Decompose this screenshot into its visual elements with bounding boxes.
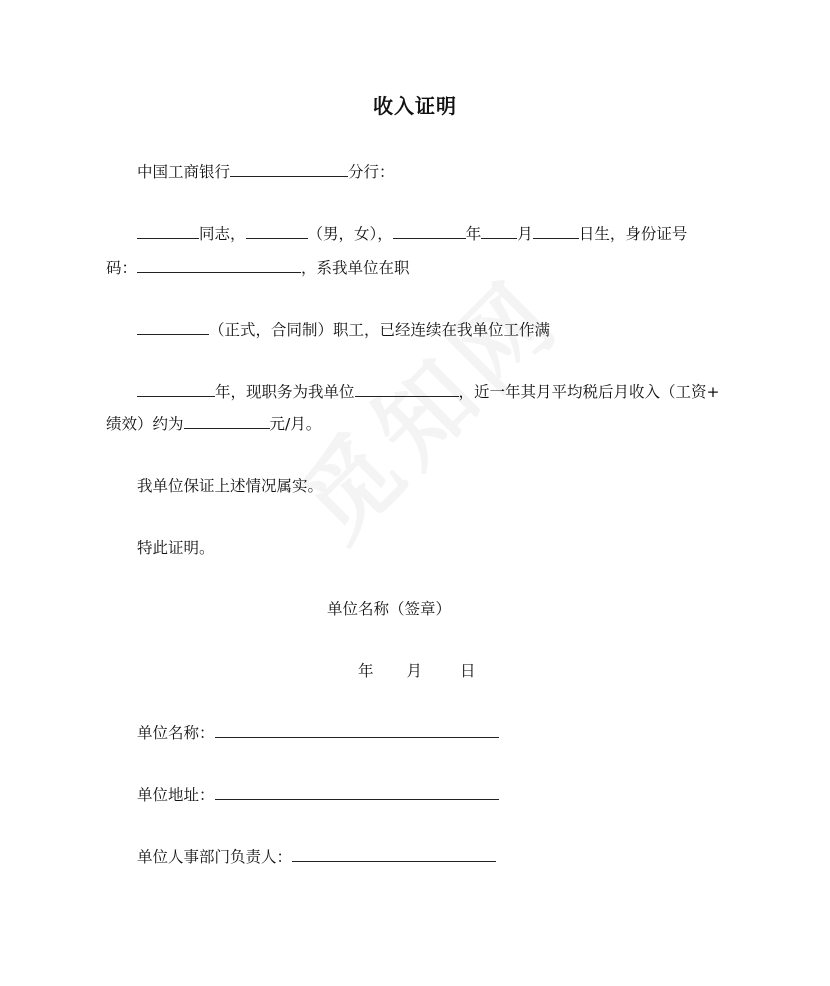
birth-year-blank [393, 224, 466, 239]
unit-name-blank [215, 723, 499, 738]
year-text: 年 [465, 225, 482, 243]
date-month: 月 [406, 662, 423, 680]
income-about-text: 绩效）约为 [106, 415, 184, 433]
unit-address-label: 单位地址： [137, 786, 215, 804]
birth-month-blank [481, 224, 517, 239]
month-text: 月 [517, 225, 533, 243]
unit-address-blank [215, 785, 499, 800]
signature-date [358, 661, 476, 681]
certify-text: 特此证明。 [137, 539, 215, 557]
date-year: 年 [358, 662, 374, 680]
position-text: 年，现职务为我单位 [215, 383, 355, 401]
page-title: 收入证明 [373, 94, 457, 118]
income-line [106, 414, 321, 434]
comrade-text: 同志， [199, 225, 246, 243]
gender-blank [246, 224, 308, 239]
gender-options-text: （男，女）， [307, 225, 393, 243]
identity-line-2 [106, 258, 410, 278]
income-amount-blank [184, 414, 270, 429]
unit-address-row [137, 785, 499, 805]
position-line [137, 382, 720, 402]
identity-line-1 [137, 224, 687, 244]
employment-type-blank [137, 320, 209, 335]
bank-branch-blank [230, 162, 348, 177]
hr-head-label: 单位人事部门负责人： [137, 848, 293, 866]
hr-head-row [137, 847, 496, 867]
employment-line [137, 320, 550, 340]
currency-unit-text: 元/月。 [269, 415, 322, 433]
birthday-id-text: 日生，身份证号 [578, 225, 688, 243]
employment-text: （正式，合同制）职工，已经连续在我单位工作满 [209, 321, 551, 339]
id-number-blank [137, 258, 301, 273]
unit-name-label: 单位名称： [137, 724, 215, 742]
unit-seal-label: 单位名称（签章） [327, 600, 452, 618]
name-blank [137, 224, 199, 239]
bank-prefix: 中国工商银行 [137, 163, 231, 181]
years-blank [137, 382, 215, 397]
bank-suffix: 分行： [348, 163, 395, 181]
hr-head-blank [292, 847, 496, 862]
position-blank [355, 382, 459, 397]
income-text: ，近一年其月平均税后月收入（工资+ [458, 383, 720, 401]
birth-day-blank [533, 224, 579, 239]
unit-name-row [137, 723, 499, 743]
date-day: 日 [460, 662, 476, 680]
id-code-label: 码： [106, 259, 138, 277]
bank-line [137, 162, 395, 182]
guarantee-text: 我单位保证上述情况属实。 [137, 477, 324, 495]
employee-text: ，系我单位在职 [301, 259, 410, 277]
